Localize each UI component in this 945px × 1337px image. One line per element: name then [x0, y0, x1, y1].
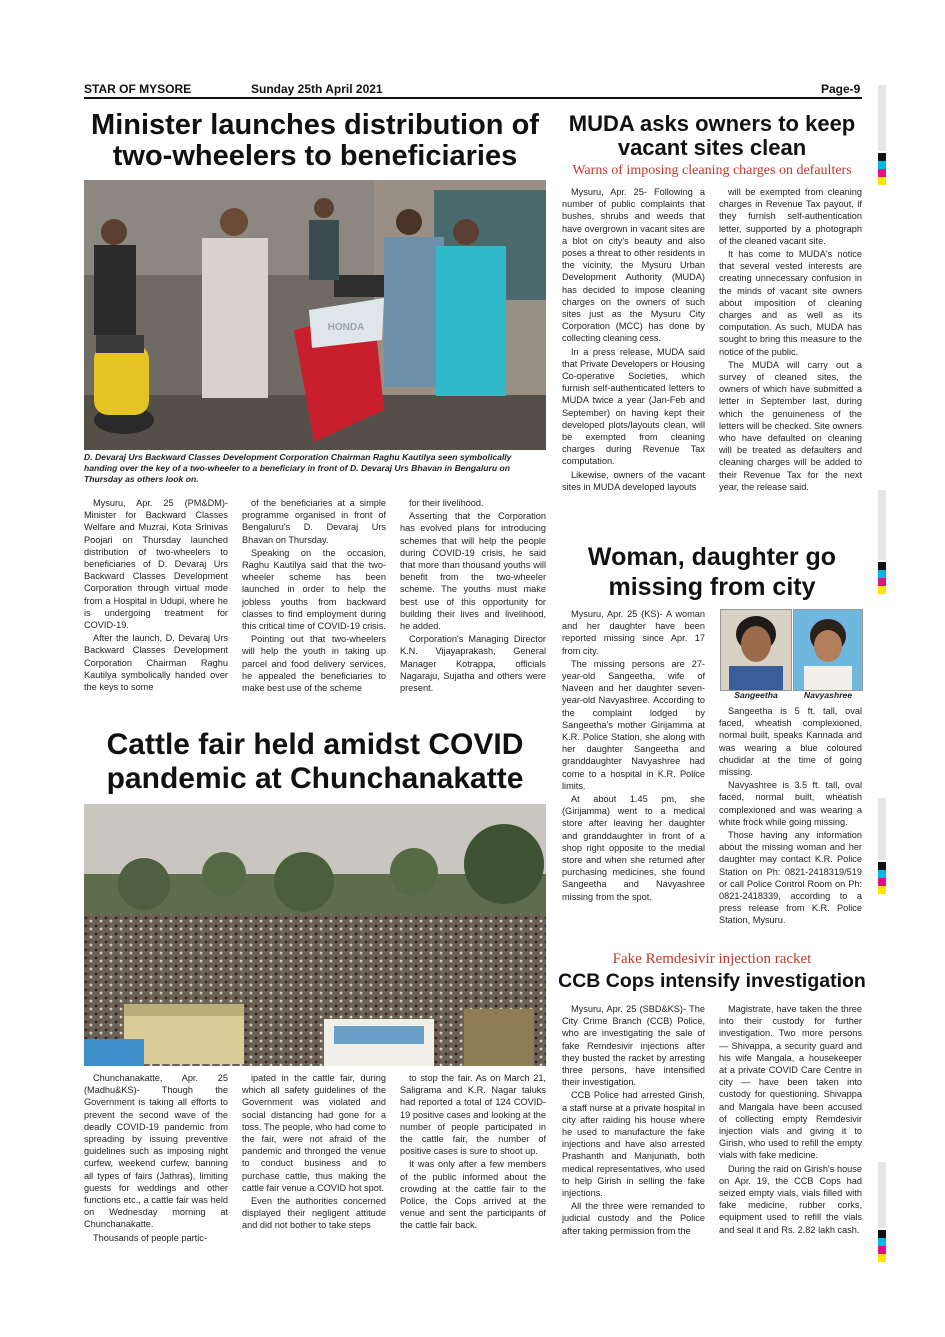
paragraph: It has come to MUDA's notice that several vested interests are creating unnecessary confusion in the minds of vacant site owners about imposition of cleaning charges and as well as its computation. As such, MUDA has sought to bring this measure to the notice of the public. [719, 249, 862, 357]
paragraph: After the launch, D. Devaraj Urs Backward Classes Development Corporation Chairman Raghu Kautilya symbolically handed over the keys to some [84, 633, 228, 693]
muda-headline-line2: vacant sites clean [617, 134, 807, 160]
paragraph: Mysuru, Apr. 25 (KS)- A woman and her daughter have been reported missing since Apr. 17 from city. [562, 609, 705, 656]
photo-plate-text: HONDA [327, 322, 365, 333]
cattle-fair-photo [84, 804, 546, 1066]
minister-headline [80, 110, 550, 173]
muda-column-2 [719, 186, 862, 493]
cattle-column-1 [84, 1072, 228, 1244]
minister-column-1 [84, 497, 228, 693]
paragraph: will be exempted from cleaning charges in Revenue Tax payout, if they furnish self-authentication letter, supported by a photograph of the cleaned vacant site. [719, 187, 862, 246]
cattle-column-2 [242, 1072, 386, 1232]
paragraph: for their livelihood. [409, 498, 484, 508]
registration-marks [878, 862, 886, 894]
paragraph: of the beneficiaries at a simple programme organised in front of Bengaluru's D. Devaraj Urs Bhavan on Thursday. [242, 498, 386, 545]
ccb-column-1 [562, 1003, 705, 1237]
publication-name: STAR OF MYSORE [84, 82, 192, 96]
page-number: Page-9 [821, 82, 861, 96]
paragraph: to stop the fair. As on March 21, Saligrama and K.R. Nagar taluks had reported a total of 124 COVID-19 positive cases and looking at the number of people participated in the cattle fair, the number of positive cases is sure to shoot up. [400, 1073, 546, 1157]
paragraph: All the three were remanded to judicial custody and the Police after taking permission from the [562, 1201, 705, 1236]
issue-date: Sunday 25th April 2021 [251, 82, 383, 96]
paragraph: Mysuru, Apr. 25 (PM&DM)- Minister for Backward Classes Welfare and Muzrai, Kota Srinivas Poojari on Thursday launched distribution of two-wheelers to beneficiaries of D. Devaraj Urs Backward Classes Development Corporation through virtual mode from a Hospital in Udupi, where he is undergoing treatment for COVID-19. [84, 498, 228, 631]
paragraph: Navyashree is 3.5 ft. tall, oval faced, normal built, wheatish complexioned and was wearing a white frock while going missing. [719, 780, 862, 827]
paragraph: Pointing out that two-wheelers will help the youth in taking up parcel and food delivery services, he appealed the beneficiaries to make best use of the scheme [242, 634, 386, 694]
minister-headline-line1: Minister launches distribution of [91, 109, 539, 141]
missing-column-2 [719, 705, 862, 927]
margin-gray-bar [878, 798, 886, 860]
missing-headline-line1: Woman, daughter go [587, 543, 837, 571]
margin-gray-bar [878, 490, 886, 560]
paragraph: Chunchanakatte, Apr. 25 (Madhu&KS)- Though the Government is taking all efforts to prevent the second wave of the deadly COVID-19 pandemic from spreading by issuing preventive guidelines such as imposing night curfew, weekend curfew, banning all types of fairs (Jathras), limiting guests for weddings and other functions etc., a cattle fair was held on Wednesday morning at Chunchanakatte. [84, 1073, 228, 1230]
paragraph: ipated in the cattle fair, during which all safety guidelines of the Government was violated and social distancing had gone for a toss. The people, who had come to the fair, were not afraid of the pandemic and thronged the venue to conduct business and to purchase cattle, thus making the cattle fair venue a COVID hot spot. [242, 1073, 386, 1193]
muda-column-1 [562, 186, 705, 493]
missing-headline-line2: missing from city [608, 573, 816, 601]
muda-headline-line1: MUDA asks owners to keep [568, 111, 856, 136]
paragraph: In a press release, MUDA said that Private Developers or Housing Co-operative Societies, which furnish self-authenticated letters to MUDA twice a year (Jan-Feb and September) on having kept their developed plots/layouts clean, will be exempted from cleaning charges during Revenue Tax computation. [562, 346, 705, 467]
header-rule [84, 97, 862, 99]
ccb-headline: CCB Cops intensify investigation [558, 970, 866, 992]
paragraph: CCB Police had arrested Girish, a staff nurse at a private hospital in city after raiding his house where he used to manufacture the fake injections and have also arrested Prashanth and Manjunath, both medical representatives, who used to help Girish in selling the fake injections. [562, 1090, 705, 1199]
paragraph: Mysuru, Apr. 25 (SBD&KS)- The City Crime Branch (CCB) Police, who are investigating the sale of fake Remdesivir injections after they busted the racket by arresting three persons, have intensified their investigation. [562, 1004, 705, 1088]
paragraph: The MUDA will carry out a survey of cleaned sites, the owners of which have submitted a letter in September last, during which the genuineness of the letters will be checked. Site owners who have defaulted on cleaning will be treated as defaulters and cleaning charges will be added to their Revenue Tax for the next year, the release said. [719, 359, 862, 492]
paragraph: Magistrate, have taken the three into their custody for further investigation. Two more persons — Shivappa, a security guard and his wife Mangala, a housekeeper at a private COVID Care Centre in city — have been taken into custody for questioning. Shivappa and Mangala have been accused of collecting empty Remdesivir injection vials and giving it to Girish, who used to refill the empty vials with fake medicine. [719, 1004, 862, 1161]
paragraph: Likewise, owners of the vacant sites in MUDA developed layouts [562, 469, 705, 492]
paragraph: Speaking on the occasion, Raghu Kautilya said that the two-wheeler scheme has been launched in order to help the jobless youths from backward classes to find employment during this critical time of COVID-19 crisis. [242, 547, 386, 632]
registration-marks [878, 153, 886, 185]
minister-caption: D. Devaraj Urs Backward Classes Development Corporation Chairman Raghu Kautilya seen symbolically handing over the key of a two-wheeler to a beneficiary in front of D. Devaraj Urs Bhavan in Bengaluru on Thursday as others look on. [84, 452, 512, 484]
paragraph: At about 1.45 pm, she (Girijamma) went to a medical store after leaving her daughter and granddaughter in front of a shop right opposite to the medial store and when she returned after purchasing medicines, she found Sangeetha and Navyashree missing from the spot. [562, 794, 705, 902]
minister-column-3 [400, 497, 546, 694]
registration-marks [878, 562, 886, 594]
minister-headline-line2: two-wheelers to beneficiaries [112, 140, 518, 173]
paragraph: Mysuru, Apr. 25- Following a number of public complaints that bushes, shrubs and weeds that have overgrown in vacant sites are a blot on city's beauty and also poses a threat to other residents in the vicinity, the Mysuru Urban Development Authority (MUDA) has decided to impose cleaning charges on the owners of such sites just as the Mysuru City Corporation (MCC) has done by collecting cleaning cess. [562, 187, 705, 344]
paragraph: Those having any information about the missing woman and her daughter may contact K.R. Police Station on Ph: 0821-2418319/519 or call Police Control Room on Ph: 0821-2418339, according to a press release from K.R. Police Station, Mysuru. [719, 830, 862, 926]
paragraph: Corporation's Managing Director K.N. Vijayaprakash, General Manager Kotrappa, officials Nagaraju, Sujatha and others were present. [400, 634, 546, 694]
muda-headline [556, 112, 868, 160]
ccb-column-2 [719, 1003, 862, 1236]
navyashree-caption: Navyashree [803, 690, 853, 700]
margin-gray-bar [878, 85, 886, 151]
registration-marks [878, 1230, 886, 1262]
cattle-column-3 [400, 1072, 546, 1232]
paragraph: The missing persons are 27-year-old Sangeetha, wife of Naveen and her daughter seven-year-old Navyashree. According to the complaint lodged by Sangeetha's mother Girijamma at K.R. Police Station, she along with her daughter Sangeetha and granddaughter Navyashree had come to a hospital in K.R. Police limits. [562, 658, 705, 791]
margin-gray-bar [878, 1162, 886, 1228]
sangeetha-photo [720, 609, 792, 691]
navyashree-photo [793, 609, 863, 691]
minister-photo [84, 180, 546, 450]
paragraph: Sangeetha is 5 ft. tall, oval faced, wheatish complexioned, normal built, speaks Kannada and was wearing a blue coloured chudidar at the time of going missing. [719, 706, 862, 778]
paragraph: Even the authorities concerned displayed their negligent attitude and did not bother to take steps [242, 1196, 386, 1231]
paragraph: Asserting that the Corporation has evolved plans for introducing schemes that will help the people during COVID-19 crisis, he said that more than thousand youths will benefit from the two-wheeler scheme. The youths must make best use of this opportunity for building their lives and livelihood, he added. [400, 511, 546, 632]
missing-column-1 [562, 608, 705, 903]
missing-headline [556, 542, 868, 602]
paragraph: Thousands of people partic- [93, 1232, 207, 1243]
cattle-headline-line1: Cattle fair held amidst COVID [106, 728, 524, 761]
paragraph: During the raid on Girish's house on Apr. 19, the CCB Cops had seized empty vials, vials filled with fake medicine, rubber corks, equipment used to refill the vials and seal it and Rs. 2.82 lakh cash. [719, 1163, 862, 1235]
muda-subheadline: Warns of imposing cleaning charges on defaulters [572, 163, 852, 178]
cattle-headline [80, 728, 550, 795]
sangeetha-caption: Sangeetha [734, 690, 778, 700]
paragraph: It was only after a few members of the public informed about the crowding at the cattle fair to the Police, the Cops arrived at the venue and sent the participants of the cattle fair back. [400, 1159, 546, 1231]
ccb-kicker: Fake Remdesivir injection racket [612, 951, 812, 967]
minister-column-2 [242, 497, 386, 694]
cattle-headline-line2: pandemic at Chunchanakatte [106, 761, 524, 795]
